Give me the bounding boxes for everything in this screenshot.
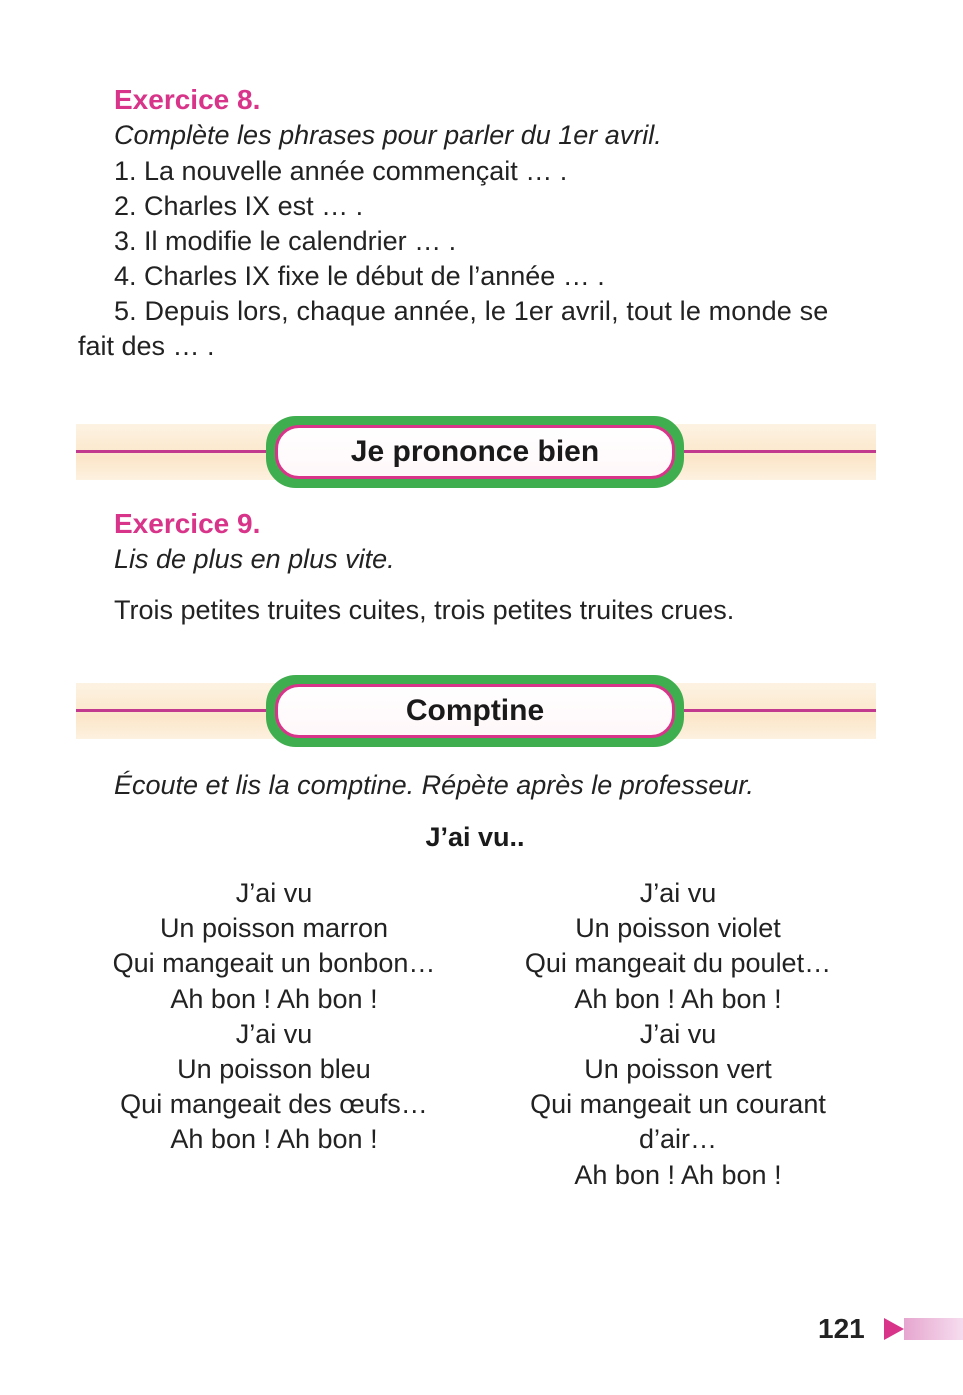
- banner-pill: [266, 675, 684, 747]
- poem-line: Un poisson marron: [159, 913, 389, 944]
- comptine-right-column: [478, 876, 878, 1193]
- poem-line: Un poisson violet: [575, 913, 781, 944]
- poem-line: Un poisson vert: [584, 1054, 772, 1085]
- banner-pill: [266, 416, 684, 488]
- exercise-8-item-5: 5. Depuis lors, chaque année, le 1er avril, tout le monde se: [114, 296, 829, 326]
- exercise-9-instruction: Lis de plus en plus vite.: [114, 544, 395, 574]
- exercise-8-instruction: Complète les phrases pour parler du 1er avril.: [114, 120, 662, 150]
- poem-line: J’ai vu: [235, 878, 313, 908]
- poem-line: Qui mangeait des œufs…: [120, 1089, 428, 1120]
- tongue-twister: Trois petites truites cuites, trois petites truites crues.: [114, 595, 735, 625]
- comptine-left-column: [74, 876, 474, 1158]
- section-banner-comptine: [76, 675, 876, 755]
- poem-line: Ah bon ! Ah bon !: [574, 983, 782, 1014]
- exercise-8-item-4: 4. Charles IX fixe le début de l’année … .: [114, 261, 605, 291]
- banner-label: Comptine: [275, 684, 675, 738]
- page-arrow-icon: [884, 1318, 904, 1340]
- poem-line: J’ai vu: [639, 878, 717, 908]
- page-tab-bar: [904, 1318, 963, 1340]
- poem-line: Qui mangeait un courant: [530, 1089, 826, 1120]
- poem-line: Ah bon ! Ah bon !: [170, 1124, 378, 1155]
- exercise-8-item-2: 2. Charles IX est … .: [114, 191, 364, 221]
- section-banner-pronounce: [76, 416, 876, 496]
- banner-label: Je prononce bien: [275, 425, 675, 479]
- poem-line: Ah bon ! Ah bon !: [574, 1159, 782, 1190]
- exercise-8-item-3: 3. Il modifie le calendrier … .: [114, 226, 457, 256]
- poem-line: d’air…: [638, 1124, 718, 1155]
- comptine-instruction: Écoute et lis la comptine. Répète après le professeur.: [114, 770, 754, 800]
- poem-line: Qui mangeait du poulet…: [524, 948, 832, 979]
- poem-line: J’ai vu: [639, 1018, 717, 1049]
- poem-line: J’ai vu: [235, 1018, 313, 1049]
- exercise-8-item-1: 1. La nouvelle année commençait … .: [114, 156, 568, 186]
- exercise-9-title: Exercice 9.: [114, 508, 261, 539]
- page-number: 121: [818, 1313, 865, 1344]
- poem-line: Ah bon ! Ah bon !: [170, 983, 378, 1014]
- exercise-8-item-5-continuation: fait des … .: [78, 331, 215, 361]
- exercise-8-title: Exercice 8.: [114, 84, 261, 115]
- poem-line: Qui mangeait un bonbon…: [112, 948, 436, 979]
- comptine-title: J’ai vu..: [425, 822, 525, 852]
- poem-line: Un poisson bleu: [177, 1054, 371, 1085]
